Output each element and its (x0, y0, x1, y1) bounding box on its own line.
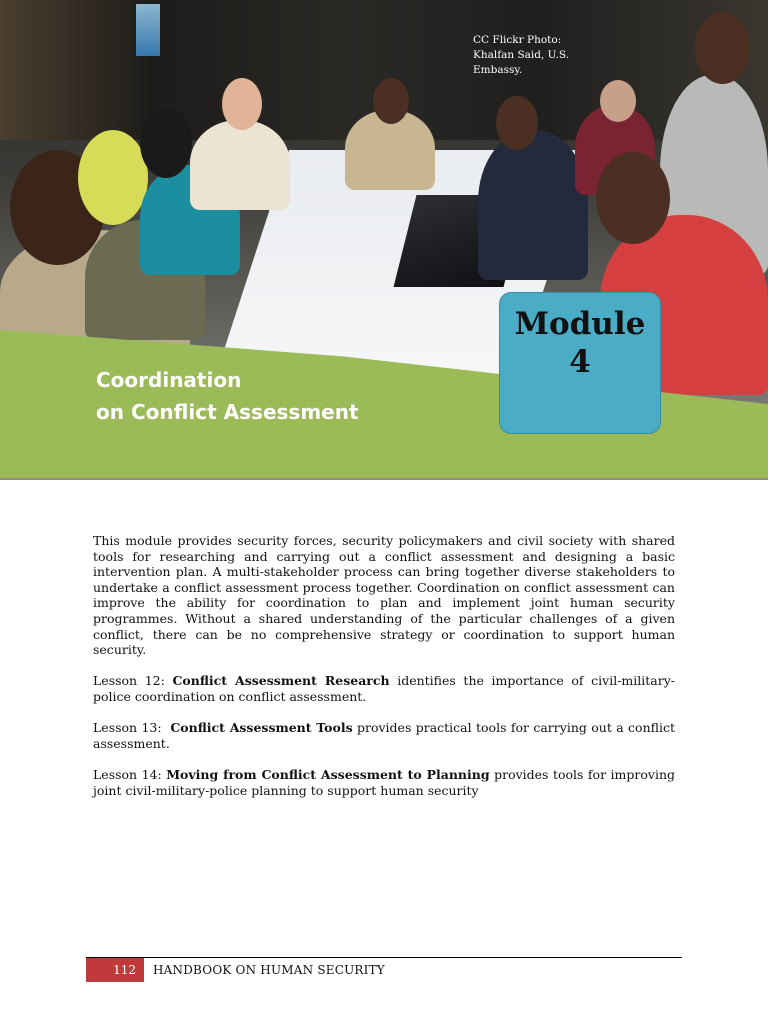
lesson-prefix: Lesson 13: (93, 720, 171, 736)
module-title-line: on Conflict Assessment (96, 400, 359, 424)
footer-title: HANDBOOK ON HUMAN SECURITY (153, 963, 385, 977)
photo-projector-screen (136, 4, 160, 56)
module-title (96, 364, 359, 428)
lesson-paragraph (93, 673, 675, 704)
photo-person-head (222, 78, 262, 130)
lesson-description: provides practical tools for carrying out a conflict assessment. (93, 720, 675, 751)
photo-person-head (373, 78, 409, 124)
page-number: 112 (86, 958, 144, 982)
photo-credit-line: Khalfan Said, U.S. (473, 49, 570, 61)
photo-person (190, 120, 290, 210)
lesson-title: Moving from Conflict Assessment to Planning (166, 766, 490, 782)
photo-person-head (496, 96, 538, 150)
photo-person-head (695, 12, 750, 84)
photo-person-head (140, 108, 192, 178)
lesson-description: provides tools for improving joint civil-military-police planning to support human security (93, 766, 675, 798)
lesson-paragraph (93, 767, 675, 798)
module-number-box (499, 292, 661, 434)
lesson-prefix: Lesson 12: (93, 673, 173, 689)
photo-person-head (600, 80, 636, 122)
lesson-title: Conflict Assessment Research (172, 673, 390, 689)
photo-person-head (596, 152, 670, 244)
lesson-description: identifies the importance of civil-military-police coordination on conflict assessment. (93, 673, 676, 704)
lesson-paragraph (93, 720, 675, 751)
module-number: 4 (569, 344, 591, 380)
photo-person (478, 130, 588, 280)
photo-credit-line: CC Flickr Photo: (473, 34, 562, 46)
photo-credit-line: Embassy. (473, 64, 523, 76)
module-title-line: Coordination (96, 368, 242, 392)
intro-paragraph: This module provides security forces, security policymakers and civil society with shared tools for researching and carrying out a conflict assessment and designing a basic intervention plan. A multi-stakeholder process can bring together diverse stakeholders to undertake a conflict assessment process together. Coordination on conflict assessment can improve the ability for coordination to plan and implement joint human security programmes. Without a shared understanding of the particular challenges of a given conflict, there can be no comprehensive strategy or coordination to support human security. (93, 533, 675, 658)
lesson-title: Conflict Assessment Tools (170, 720, 353, 736)
photo-credit-caption (473, 33, 593, 78)
lesson-prefix: Lesson 14: (93, 766, 167, 782)
photo-person-head (78, 130, 148, 225)
module-description (93, 533, 675, 814)
module-label: Module (514, 306, 646, 342)
